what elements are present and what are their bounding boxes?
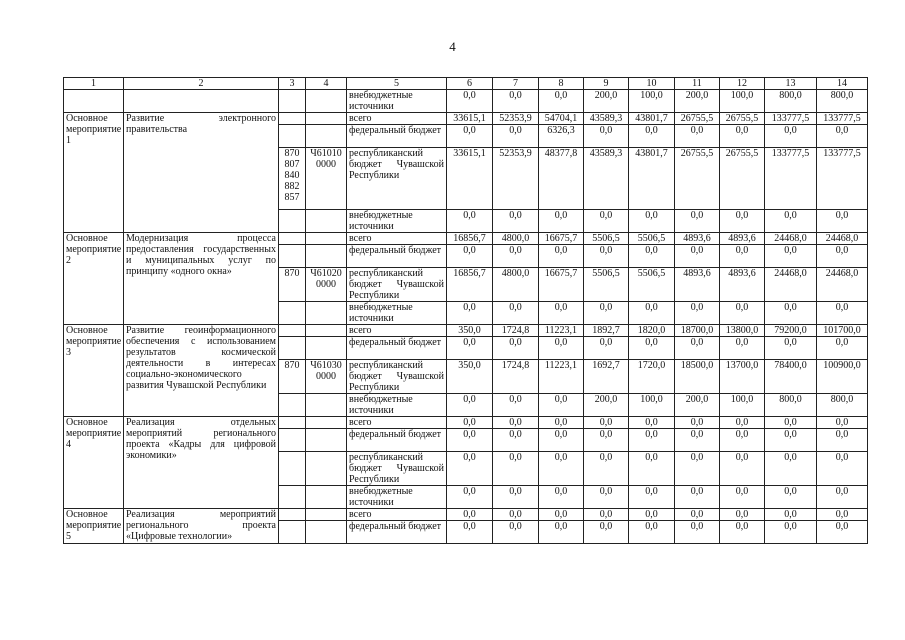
amount-cell: 0,0	[675, 521, 720, 544]
amount-cell: 0,0	[447, 509, 493, 521]
amount-cell: 0,0	[720, 509, 765, 521]
amount-cell: 0,0	[584, 486, 629, 509]
amount-cell: 5506,5	[629, 268, 675, 302]
amount-cell: 0,0	[539, 245, 584, 268]
amount-cell: 0,0	[584, 417, 629, 429]
amount-cell: 133777,5	[765, 148, 817, 210]
funding-source-cell: внебюджетные источники	[347, 394, 447, 417]
amount-cell: 5506,5	[629, 233, 675, 245]
amount-cell: 0,0	[447, 210, 493, 233]
amount-cell: 0,0	[447, 125, 493, 148]
amount-cell: 26755,5	[675, 113, 720, 125]
code-cell	[279, 417, 306, 429]
amount-cell: 800,0	[765, 394, 817, 417]
amount-cell: 0,0	[493, 125, 539, 148]
target-article-cell: Ч61020 0000	[306, 268, 347, 302]
table-body	[64, 78, 868, 544]
amount-cell: 100,0	[629, 90, 675, 113]
amount-cell: 100,0	[720, 90, 765, 113]
amount-cell: 0,0	[584, 452, 629, 486]
amount-cell: 0,0	[539, 337, 584, 360]
funding-source-cell: всего	[347, 417, 447, 429]
amount-cell: 0,0	[765, 125, 817, 148]
amount-cell: 0,0	[675, 210, 720, 233]
amount-cell: 0,0	[539, 486, 584, 509]
amount-cell: 350,0	[447, 360, 493, 394]
amount-cell: 16675,7	[539, 233, 584, 245]
amount-cell: 0,0	[720, 429, 765, 452]
amount-cell: 101700,0	[817, 325, 868, 337]
target-article-cell	[306, 210, 347, 233]
amount-cell: 33615,1	[447, 148, 493, 210]
target-article-cell	[306, 302, 347, 325]
target-article-cell	[306, 452, 347, 486]
amount-cell: 0,0	[817, 125, 868, 148]
amount-cell: 16675,7	[539, 268, 584, 302]
column-header-2: 2	[124, 78, 279, 90]
table-row	[64, 417, 868, 429]
amount-cell: 0,0	[817, 302, 868, 325]
column-header-4: 4	[306, 78, 347, 90]
amount-cell: 24468,0	[817, 233, 868, 245]
amount-cell: 0,0	[447, 90, 493, 113]
amount-cell: 11223,1	[539, 325, 584, 337]
measure-type-cell: Основное мероприятие 2	[64, 233, 124, 325]
amount-cell: 350,0	[447, 325, 493, 337]
amount-cell: 0,0	[765, 245, 817, 268]
column-header-10: 10	[629, 78, 675, 90]
amount-cell: 200,0	[675, 394, 720, 417]
amount-cell: 0,0	[675, 486, 720, 509]
column-header-14: 14	[817, 78, 868, 90]
target-article-cell	[306, 486, 347, 509]
column-header-1: 1	[64, 78, 124, 90]
amount-cell: 0,0	[493, 417, 539, 429]
table-row	[64, 233, 868, 245]
column-header-13: 13	[765, 78, 817, 90]
amount-cell: 0,0	[447, 245, 493, 268]
amount-cell: 1692,7	[584, 360, 629, 394]
amount-cell: 0,0	[629, 417, 675, 429]
amount-cell: 0,0	[447, 417, 493, 429]
amount-cell: 1724,8	[493, 360, 539, 394]
amount-cell: 0,0	[629, 245, 675, 268]
code-cell	[279, 210, 306, 233]
amount-cell: 0,0	[539, 302, 584, 325]
amount-cell: 79200,0	[765, 325, 817, 337]
amount-cell: 0,0	[720, 210, 765, 233]
code-cell	[279, 245, 306, 268]
funding-source-cell: всего	[347, 113, 447, 125]
code-cell	[279, 302, 306, 325]
amount-cell: 6326,3	[539, 125, 584, 148]
amount-cell: 0,0	[817, 521, 868, 544]
amount-cell: 800,0	[817, 394, 868, 417]
target-article-cell	[306, 429, 347, 452]
amount-cell: 0,0	[584, 245, 629, 268]
amount-cell: 0,0	[765, 302, 817, 325]
target-article-cell	[306, 325, 347, 337]
funding-source-cell: всего	[347, 325, 447, 337]
amount-cell: 24468,0	[765, 233, 817, 245]
funding-source-cell: внебюджетные источники	[347, 302, 447, 325]
amount-cell: 0,0	[629, 521, 675, 544]
amount-cell: 0,0	[493, 210, 539, 233]
amount-cell: 43801,7	[629, 113, 675, 125]
target-article-cell	[306, 521, 347, 544]
funding-source-cell: всего	[347, 233, 447, 245]
funding-source-cell: федеральный бюджет	[347, 521, 447, 544]
amount-cell: 0,0	[493, 452, 539, 486]
amount-cell: 5506,5	[584, 233, 629, 245]
measure-title-cell: Реализация мероприятий регионального проекта «Цифровые технологии»	[124, 509, 279, 544]
code-cell	[279, 509, 306, 521]
amount-cell: 0,0	[447, 429, 493, 452]
code-cell: 870 807 840 882 857	[279, 148, 306, 210]
amount-cell: 0,0	[675, 429, 720, 452]
amount-cell: 43801,7	[629, 148, 675, 210]
column-header-3: 3	[279, 78, 306, 90]
amount-cell: 4800,0	[493, 268, 539, 302]
amount-cell: 43589,3	[584, 113, 629, 125]
column-header-9: 9	[584, 78, 629, 90]
target-article-cell	[306, 394, 347, 417]
amount-cell: 5506,5	[584, 268, 629, 302]
amount-cell: 0,0	[765, 210, 817, 233]
amount-cell: 0,0	[629, 210, 675, 233]
amount-cell: 4893,6	[720, 233, 765, 245]
amount-cell: 0,0	[765, 486, 817, 509]
target-article-cell	[306, 509, 347, 521]
amount-cell: 0,0	[817, 337, 868, 360]
amount-cell: 0,0	[447, 394, 493, 417]
amount-cell: 13800,0	[720, 325, 765, 337]
column-header-5: 5	[347, 78, 447, 90]
amount-cell: 0,0	[817, 210, 868, 233]
amount-cell: 0,0	[675, 125, 720, 148]
amount-cell: 0,0	[629, 429, 675, 452]
amount-cell: 0,0	[765, 521, 817, 544]
amount-cell: 78400,0	[765, 360, 817, 394]
code-cell	[279, 394, 306, 417]
funding-source-cell: республиканский бюджет Чувашской Республики	[347, 452, 447, 486]
target-article-cell	[306, 245, 347, 268]
amount-cell: 0,0	[765, 429, 817, 452]
target-article-cell	[306, 417, 347, 429]
amount-cell: 200,0	[584, 90, 629, 113]
amount-cell: 1820,0	[629, 325, 675, 337]
amount-cell: 0,0	[629, 509, 675, 521]
amount-cell: 0,0	[539, 452, 584, 486]
amount-cell: 0,0	[817, 509, 868, 521]
amount-cell: 0,0	[675, 417, 720, 429]
amount-cell: 0,0	[447, 302, 493, 325]
amount-cell: 4800,0	[493, 233, 539, 245]
amount-cell: 0,0	[447, 521, 493, 544]
target-article-cell	[306, 113, 347, 125]
amount-cell: 0,0	[817, 452, 868, 486]
amount-cell: 0,0	[493, 509, 539, 521]
target-article-cell	[306, 337, 347, 360]
amount-cell: 0,0	[447, 486, 493, 509]
funding-source-cell: федеральный бюджет	[347, 245, 447, 268]
amount-cell: 0,0	[720, 302, 765, 325]
funding-source-cell: федеральный бюджет	[347, 125, 447, 148]
amount-cell: 54704,1	[539, 113, 584, 125]
amount-cell: 18500,0	[675, 360, 720, 394]
funding-source-cell: республиканский бюджет Чувашской Республики	[347, 268, 447, 302]
code-cell	[279, 337, 306, 360]
amount-cell: 0,0	[447, 337, 493, 360]
amount-cell: 0,0	[493, 429, 539, 452]
amount-cell: 0,0	[539, 417, 584, 429]
amount-cell: 0,0	[720, 452, 765, 486]
measure-type-cell: Основное мероприятие 4	[64, 417, 124, 509]
amount-cell: 4893,6	[675, 233, 720, 245]
amount-cell: 0,0	[817, 486, 868, 509]
amount-cell: 1720,0	[629, 360, 675, 394]
amount-cell: 0,0	[675, 509, 720, 521]
measure-type-cell: Основное мероприятие 5	[64, 509, 124, 544]
column-header-11: 11	[675, 78, 720, 90]
code-cell	[279, 521, 306, 544]
amount-cell: 11223,1	[539, 360, 584, 394]
amount-cell: 0,0	[539, 521, 584, 544]
amount-cell: 1724,8	[493, 325, 539, 337]
amount-cell: 200,0	[584, 394, 629, 417]
amount-cell: 133777,5	[765, 113, 817, 125]
amount-cell: 0,0	[584, 210, 629, 233]
page-number: 4	[449, 39, 456, 54]
amount-cell: 52353,9	[493, 113, 539, 125]
amount-cell: 0,0	[539, 394, 584, 417]
measure-title-cell: Развитие геоинформационного обеспечения с использованием результатов космической деятельности в интересах социально-экономического развития Чувашской Республики	[124, 325, 279, 417]
target-article-cell: Ч61010 0000	[306, 148, 347, 210]
amount-cell: 52353,9	[493, 148, 539, 210]
amount-cell: 0,0	[539, 429, 584, 452]
amount-cell: 133777,5	[817, 148, 868, 210]
code-cell	[279, 325, 306, 337]
amount-cell: 0,0	[765, 509, 817, 521]
amount-cell: 0,0	[629, 337, 675, 360]
table-row	[64, 325, 868, 337]
table-row	[64, 509, 868, 521]
amount-cell: 26755,5	[675, 148, 720, 210]
amount-cell: 0,0	[629, 452, 675, 486]
amount-cell: 100900,0	[817, 360, 868, 394]
amount-cell: 0,0	[629, 486, 675, 509]
amount-cell: 0,0	[629, 302, 675, 325]
code-cell	[279, 125, 306, 148]
amount-cell: 0,0	[539, 90, 584, 113]
amount-cell: 48377,8	[539, 148, 584, 210]
amount-cell: 0,0	[720, 125, 765, 148]
amount-cell: 0,0	[493, 486, 539, 509]
code-cell	[279, 233, 306, 245]
funding-source-cell: федеральный бюджет	[347, 429, 447, 452]
target-article-cell	[306, 233, 347, 245]
amount-cell: 0,0	[493, 302, 539, 325]
funding-source-cell: внебюджетные источники	[347, 486, 447, 509]
amount-cell: 0,0	[817, 245, 868, 268]
amount-cell: 0,0	[720, 337, 765, 360]
amount-cell: 800,0	[765, 90, 817, 113]
amount-cell: 26755,5	[720, 148, 765, 210]
code-cell: 870	[279, 360, 306, 394]
funding-source-cell: республиканский бюджет Чувашской Республики	[347, 360, 447, 394]
amount-cell: 26755,5	[720, 113, 765, 125]
amount-cell: 1892,7	[584, 325, 629, 337]
header-row	[64, 78, 868, 90]
table-row	[64, 113, 868, 125]
code-cell	[279, 452, 306, 486]
code-cell	[279, 113, 306, 125]
column-header-8: 8	[539, 78, 584, 90]
amount-cell: 43589,3	[584, 148, 629, 210]
amount-cell: 0,0	[493, 337, 539, 360]
measure-type-cell: Основное мероприятие 1	[64, 113, 124, 233]
amount-cell: 0,0	[817, 429, 868, 452]
amount-cell: 0,0	[493, 521, 539, 544]
amount-cell: 0,0	[584, 429, 629, 452]
measure-title-cell	[124, 90, 279, 113]
amount-cell: 0,0	[539, 210, 584, 233]
amount-cell: 0,0	[765, 452, 817, 486]
amount-cell: 0,0	[447, 452, 493, 486]
amount-cell: 0,0	[675, 452, 720, 486]
amount-cell: 0,0	[539, 509, 584, 521]
code-cell: 870	[279, 268, 306, 302]
amount-cell: 0,0	[720, 245, 765, 268]
funding-source-cell: федеральный бюджет	[347, 337, 447, 360]
target-article-cell	[306, 125, 347, 148]
measure-title-cell: Реализация отдельных мероприятий регионального проекта «Кадры для цифровой экономики»	[124, 417, 279, 509]
column-header-7: 7	[493, 78, 539, 90]
amount-cell: 24468,0	[817, 268, 868, 302]
measure-type-cell: Основное мероприятие 3	[64, 325, 124, 417]
code-cell	[279, 429, 306, 452]
amount-cell: 0,0	[817, 417, 868, 429]
amount-cell: 0,0	[765, 417, 817, 429]
funding-source-cell: всего	[347, 509, 447, 521]
amount-cell: 0,0	[493, 245, 539, 268]
amount-cell: 33615,1	[447, 113, 493, 125]
amount-cell: 0,0	[584, 302, 629, 325]
amount-cell: 0,0	[584, 521, 629, 544]
amount-cell: 16856,7	[447, 268, 493, 302]
amount-cell: 4893,6	[675, 268, 720, 302]
amount-cell: 0,0	[629, 125, 675, 148]
amount-cell: 0,0	[765, 337, 817, 360]
code-cell	[279, 90, 306, 113]
amount-cell: 0,0	[675, 245, 720, 268]
amount-cell: 0,0	[584, 125, 629, 148]
amount-cell: 0,0	[720, 486, 765, 509]
measure-type-cell	[64, 90, 124, 113]
code-cell	[279, 486, 306, 509]
measure-title-cell: Развитие электронного правительства	[124, 113, 279, 233]
column-header-12: 12	[720, 78, 765, 90]
amount-cell: 100,0	[720, 394, 765, 417]
amount-cell: 0,0	[584, 337, 629, 360]
funding-source-cell: внебюджетные источники	[347, 90, 447, 113]
amount-cell: 200,0	[675, 90, 720, 113]
amount-cell: 0,0	[720, 521, 765, 544]
table-row	[64, 90, 868, 113]
amount-cell: 13700,0	[720, 360, 765, 394]
amount-cell: 0,0	[493, 394, 539, 417]
budget-table	[63, 77, 868, 544]
funding-source-cell: внебюджетные источники	[347, 210, 447, 233]
target-article-cell: Ч61030 0000	[306, 360, 347, 394]
amount-cell: 133777,5	[817, 113, 868, 125]
amount-cell: 0,0	[675, 337, 720, 360]
column-header-6: 6	[447, 78, 493, 90]
amount-cell: 24468,0	[765, 268, 817, 302]
amount-cell: 0,0	[493, 90, 539, 113]
amount-cell: 800,0	[817, 90, 868, 113]
amount-cell: 0,0	[675, 302, 720, 325]
funding-source-cell: республиканский бюджет Чувашской Республики	[347, 148, 447, 210]
amount-cell: 0,0	[720, 417, 765, 429]
target-article-cell	[306, 90, 347, 113]
amount-cell: 100,0	[629, 394, 675, 417]
measure-title-cell: Модернизация процесса предоставления государственных и муниципальных услуг по принципу «одного окна»	[124, 233, 279, 325]
amount-cell: 0,0	[584, 509, 629, 521]
amount-cell: 18700,0	[675, 325, 720, 337]
amount-cell: 16856,7	[447, 233, 493, 245]
amount-cell: 4893,6	[720, 268, 765, 302]
